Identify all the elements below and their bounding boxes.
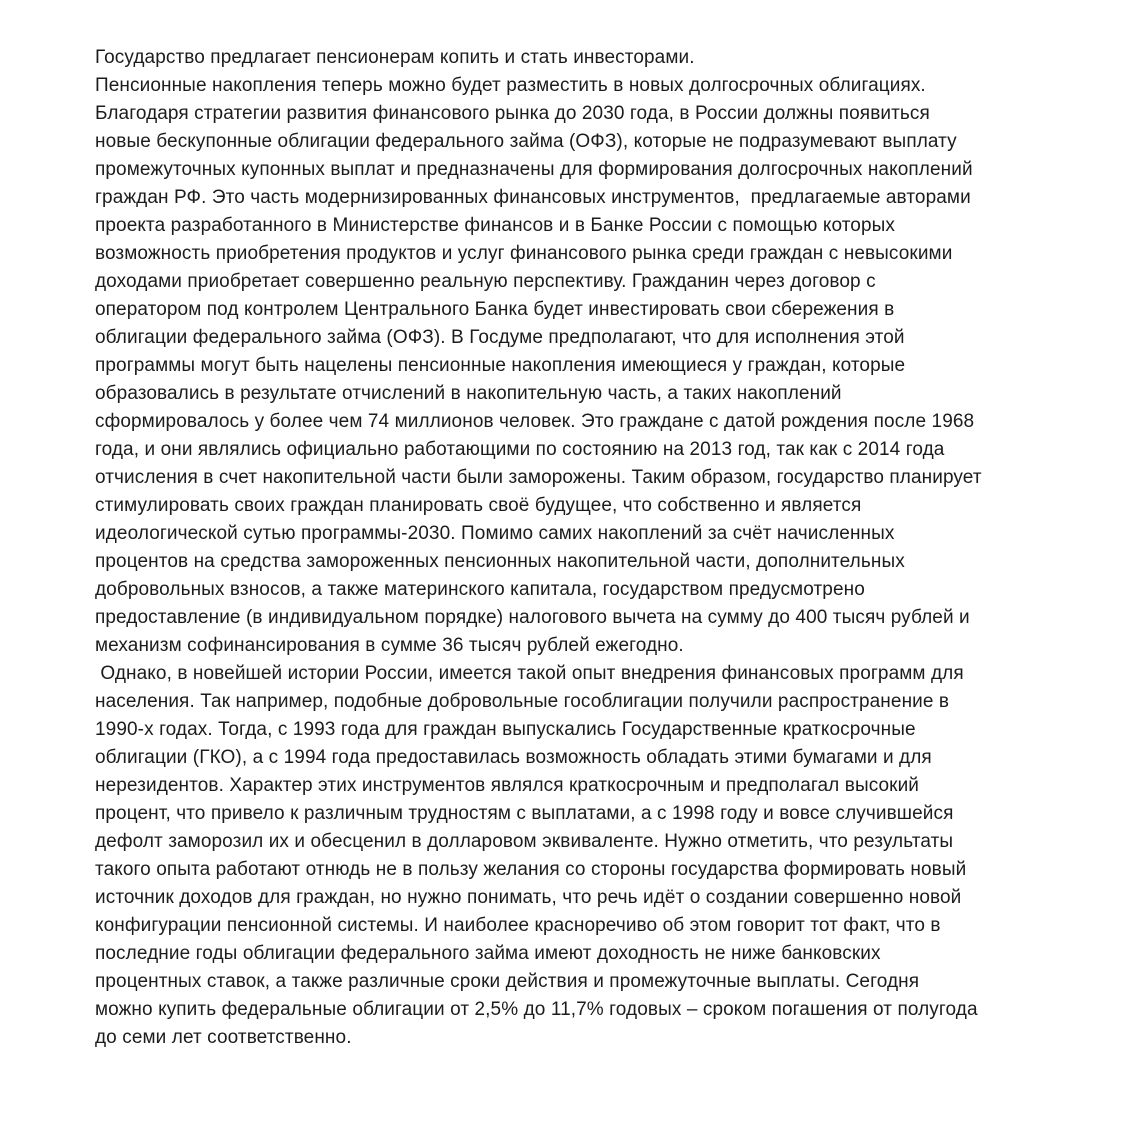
text-line: источник доходов для граждан, но нужно понимать, что речь идёт о создании совершенно новой [95, 887, 962, 908]
text-line: 1990-х годах. Тогда, с 1993 года для граждан выпускались Государственные краткосрочные [95, 719, 916, 740]
text-line: облигации федерального займа (ОФЗ). В Госдуме предполагают, что для исполнения этой [95, 327, 905, 348]
text-line: процентных ставок, а также различные сроки действия и промежуточные выплаты. Сегодня [95, 971, 920, 992]
text-line: последние годы облигации федерального займа имеют доходность не ниже банковских [95, 943, 881, 964]
text-line: предоставление (в индивидуальном порядке) налогового вычета на сумму до 400 тысяч рублей и [95, 607, 970, 628]
text-line: сформировалось у более чем 74 миллионов человек. Это граждане с датой рождения после 1968 [95, 411, 975, 432]
text-line: возможность приобретения продуктов и услуг финансового рынка среди граждан с невысокими [95, 243, 953, 264]
text-line: добровольных взносов, а также материнского капитала, государством предусмотрено [95, 579, 865, 600]
text-line: граждан РФ. Это часть модернизированных финансовых инструментов, предлагаемые авторами [95, 187, 971, 208]
text-line: такого опыта работают отнюдь не в пользу желания со стороны государства формировать новый [95, 859, 967, 880]
text-line: стимулировать своих граждан планировать своё будущее, что собственно и является [95, 495, 862, 516]
text-line: Пенсионные накопления теперь можно будет разместить в новых долгосрочных облигациях. [95, 75, 926, 96]
text-line: проекта разработанного в Министерстве финансов и в Банке России с помощью которых [95, 215, 895, 236]
text-line: облигации (ГКО), а с 1994 года предоставилась возможность обладать этими бумагами и для [95, 747, 932, 768]
text-line: промежуточных купонных выплат и предназначены для формирования долгосрочных накоплений [95, 159, 973, 180]
text-line: населения. Так например, подобные добровольные гособлигации получили распространение в [95, 691, 950, 712]
text-line: процентов на средства замороженных пенсионных накопительной части, дополнительных [95, 551, 905, 572]
text-line: Благодаря стратегии развития финансового рынка до 2030 года, в России должны появиться [95, 103, 930, 124]
text-line: программы могут быть нацелены пенсионные накопления имеющиеся у граждан, которые [95, 355, 906, 376]
document-body [95, 44, 1110, 1052]
text-line: Однако, в новейшей истории России, имеется такой опыт внедрения финансовых программ для [95, 663, 964, 684]
text-line: года, и они являлись официально работающими по состоянию на 2013 год, так как с 2014 года [95, 439, 945, 460]
text-line: механизм софинансирования в сумме 36 тысяч рублей ежегодно. [95, 635, 684, 656]
text-line: процент, что привело к различным трудностям с выплатами, а с 1998 году и вовсе случившейся [95, 803, 954, 824]
text-line: новые бескупонные облигации федерального займа (ОФЗ), которые не подразумевают выплату [95, 131, 957, 152]
text-lines [95, 44, 1110, 1052]
text-line: можно купить федеральные облигации от 2,5% до 11,7% годовых – сроком погашения от полугода [95, 999, 978, 1020]
text-line: конфигурации пенсионной системы. И наиболее красноречиво об этом говорит тот факт, что в [95, 915, 941, 936]
text-line: образовались в результате отчислений в накопительную часть, а таких накоплений [95, 383, 842, 404]
text-line: до семи лет соответственно. [95, 1027, 352, 1048]
text-line: идеологической сутью программы-2030. Помимо самих накоплений за счёт начисленных [95, 523, 895, 544]
text-line: нерезидентов. Характер этих инструментов являлся краткосрочным и предполагал высокий [95, 775, 920, 796]
text-line: Государство предлагает пенсионерам копить и стать инвесторами. [95, 47, 695, 68]
text-line: доходами приобретает совершенно реальную перспективу. Гражданин через договор с [95, 271, 876, 292]
text-line: дефолт заморозил их и обесценил в долларовом эквиваленте. Нужно отметить, что результаты [95, 831, 954, 852]
text-line: оператором под контролем Центрального Банка будет инвестировать свои сбережения в [95, 299, 895, 320]
text-line: отчисления в счет накопительной части были заморожены. Таким образом, государство планирует [95, 467, 982, 488]
